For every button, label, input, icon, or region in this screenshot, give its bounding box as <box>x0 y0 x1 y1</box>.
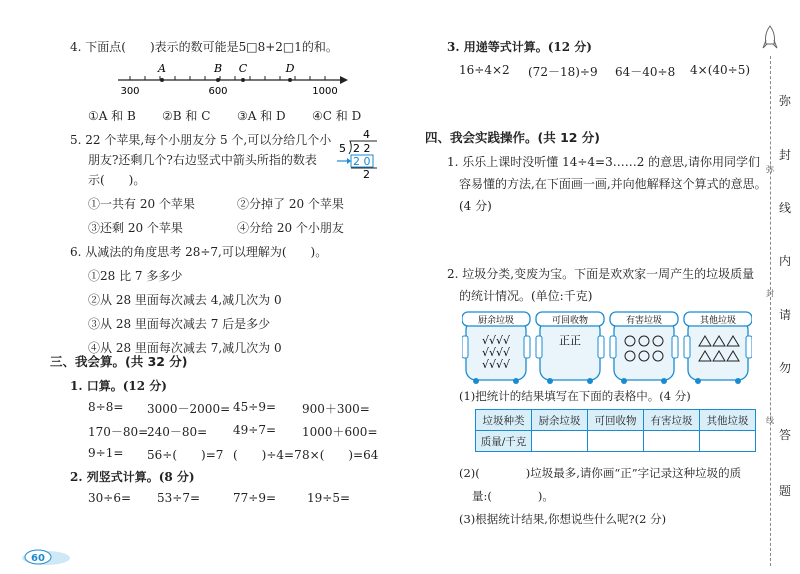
label-c: C <box>238 62 248 75</box>
sub-question-2-line2: 量:( )。 <box>472 489 554 503</box>
division-product: 2 0 <box>353 155 371 168</box>
point-b <box>216 78 220 82</box>
practice-1-line3: (4 分) <box>459 199 492 213</box>
oral-item: 9÷1= <box>88 446 124 460</box>
label-b: B <box>213 62 223 75</box>
vertical-item: 77÷9= <box>233 491 277 505</box>
seal-char: 弥 <box>779 94 792 108</box>
rocket-icon <box>760 24 780 54</box>
page-number: 60 <box>31 553 45 564</box>
oral-item: 170－80= <box>88 425 149 439</box>
sub-question-3: (3)根据统计结果,你想说些什么呢?(2 分) <box>459 512 667 526</box>
q5-option-3: ③还剩 20 个苹果 <box>88 221 183 235</box>
seal-small-char: 封 <box>766 289 774 298</box>
label-d: D <box>285 62 295 75</box>
practice-1-line1: 1. 乐乐上课时没听懂 14÷4=3……2 的意思,请你用同学们 <box>447 155 760 169</box>
table-cell-other[interactable] <box>700 431 756 452</box>
sub-question-1: (1)把统计的结果填写在下面的表格中。(4 分) <box>459 389 691 403</box>
q6-option-2: ②从 28 里面每次减去 4,减几次为 0 <box>88 293 282 307</box>
q5-stem-line3: 示( )。 <box>88 173 146 187</box>
stepwise-item: 4×(40÷5) <box>690 63 751 77</box>
q4-option-3: ③A 和 D <box>237 109 286 123</box>
division-dividend: 2 2 <box>353 142 371 155</box>
oral-calc-title: 1. 口算。(12 分) <box>70 379 167 393</box>
q4-option-2: ②B 和 C <box>162 109 211 123</box>
q4-option-1: ①A 和 B <box>88 109 136 123</box>
bin-hazardous <box>610 312 678 384</box>
garbage-bins <box>462 306 752 386</box>
sub-question-2-line1: (2)( )垃圾最多,请你画“正”字记录这种垃圾的质 <box>459 466 742 480</box>
seal-char: 勿 <box>779 361 792 375</box>
table-header: 其他垃圾 <box>700 410 756 431</box>
section-3-title: 三、我会算。(共 32 分) <box>50 354 188 369</box>
seal-char: 内 <box>779 254 792 268</box>
oral-item: 240－80= <box>147 425 208 439</box>
number-line <box>100 58 360 98</box>
point-d <box>288 78 292 82</box>
vertical-item: 30÷6= <box>88 491 132 505</box>
practice-1-line2: 容易懂的方法,在下面画一画,并向他解释这个算式的意思。 <box>459 177 767 191</box>
vertical-item: 53÷7= <box>157 491 201 505</box>
svg-text:√√√√: √√√√ <box>481 346 511 359</box>
table-cell-kitchen[interactable] <box>532 431 588 452</box>
q6-option-4: ④从 28 里面每次减去 7,减几次为 0 <box>88 341 282 355</box>
practice-2-line1: 2. 垃圾分类,变废为宝。下面是欢欢家一周产生的垃圾质量 <box>447 267 755 281</box>
stepwise-calc-title: 3. 用递等式计算。(12 分) <box>447 40 592 54</box>
table-cell-hazardous[interactable] <box>644 431 700 452</box>
vertical-calc-title: 2. 列竖式计算。(8 分) <box>70 470 195 484</box>
oral-item: 8÷8= <box>88 400 124 414</box>
table-header: 可回收物 <box>588 410 644 431</box>
svg-text:√√√√: √√√√ <box>481 358 511 371</box>
bin-other-label: 其他垃圾 <box>699 316 737 326</box>
tick-1000: 1000 <box>312 86 338 97</box>
oral-item: 900＋300= <box>302 402 370 416</box>
table-row <box>476 410 756 431</box>
division-divisor: 5 <box>339 142 346 155</box>
section-4-title: 四、我会实践操作。(共 12 分) <box>425 130 601 145</box>
table-header: 有害垃圾 <box>644 410 700 431</box>
division-remainder: 2 <box>363 168 370 180</box>
seal-small-char: 弥 <box>766 165 774 174</box>
practice-2-line2: 的统计情况。(单位:千克) <box>459 289 593 303</box>
table-cell-recyclable[interactable] <box>588 431 644 452</box>
q5-option-1: ①一共有 20 个苹果 <box>88 197 195 211</box>
seal-char: 题 <box>779 484 792 498</box>
q6-option-3: ③从 28 里面每次减去 7 后是多少 <box>88 317 271 331</box>
table-row-label: 质量/千克 <box>476 431 532 452</box>
oral-item: 49÷7= <box>233 423 277 437</box>
bin-hazardous-label: 有害垃圾 <box>625 316 663 326</box>
q5-stem-line2: 朋友?还剩几个?右边竖式中箭头所指的数表 <box>88 153 317 167</box>
point-c <box>241 78 245 82</box>
svg-text:√√√√: √√√√ <box>481 334 511 347</box>
stepwise-item: (72－18)÷9 <box>528 65 598 79</box>
oral-item: 1000＋600= <box>302 425 378 439</box>
oral-item: ( )÷4=7 <box>233 448 302 462</box>
check-marks-icon <box>482 334 511 371</box>
oral-item: 45÷9= <box>233 400 277 414</box>
bin-other <box>684 312 752 384</box>
q4-option-4: ④C 和 D <box>312 109 362 123</box>
bin-kitchen-label: 厨余垃圾 <box>477 316 515 326</box>
tick-300: 300 <box>120 86 140 97</box>
oral-item: 56÷( )=7 <box>147 448 224 462</box>
tick-600: 600 <box>208 86 228 97</box>
long-division <box>337 128 382 180</box>
seal-char: 答 <box>779 428 792 442</box>
seal-small-char: 线 <box>766 416 774 425</box>
bin-kitchen <box>462 312 530 384</box>
q6-stem: 6. 从减法的角度思考 28÷7,可以理解为( )。 <box>70 245 328 259</box>
label-a: A <box>158 62 166 75</box>
oral-item: 8×( )=64 <box>302 448 379 462</box>
bin-recyclable <box>536 312 604 384</box>
seal-line <box>770 56 771 566</box>
zheng-tally-icon: 正正 <box>559 334 581 347</box>
seal-char: 请 <box>779 308 792 322</box>
stepwise-item: 64－40÷8 <box>615 65 676 79</box>
vertical-item: 19÷5= <box>307 491 351 505</box>
stepwise-item: 16÷4×2 <box>459 63 510 77</box>
page-number-badge <box>18 547 78 567</box>
q5-option-2: ②分掉了 20 个苹果 <box>237 197 344 211</box>
garbage-table <box>475 409 756 452</box>
table-header: 垃圾种类 <box>476 410 532 431</box>
division-quotient: 4 <box>363 128 370 141</box>
q5-option-4: ④分给 20 个小朋友 <box>237 221 344 235</box>
oral-item: 3000－2000= <box>147 402 231 416</box>
table-header: 厨余垃圾 <box>532 410 588 431</box>
q4-stem: 4. 下面点( )表示的数可能是5□8+2□1的和。 <box>70 40 338 54</box>
bin-recyclable-label: 可回收物 <box>551 316 589 326</box>
seal-char: 线 <box>779 201 792 215</box>
q6-option-1: ①28 比 7 多多少 <box>88 269 183 283</box>
point-a <box>160 78 164 82</box>
number-line-arrow <box>340 76 348 84</box>
seal-char: 封 <box>779 148 792 162</box>
q5-stem-line1: 5. 22 个苹果,每个小朋友分 5 个,可以分给几个小 <box>70 133 332 147</box>
table-row <box>476 431 756 452</box>
